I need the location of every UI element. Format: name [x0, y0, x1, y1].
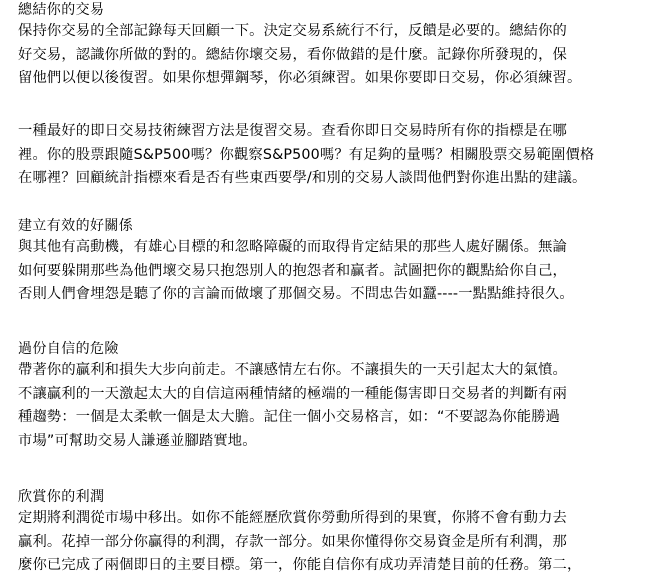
section-practice-method	[18, 120, 650, 191]
section-heading: 總結你的交易	[18, 2, 105, 18]
paragraph-line: 如何要躲開那些為他們壞交易只抱怨別人的抱怨者和贏者。試圖把你的觀點給你自己，	[18, 262, 567, 279]
paragraph-line: 否則人們會埋怨是聽了你的言論而做壞了那個交易。不問忠告如蠶----一點點維持很久。	[18, 286, 574, 302]
section-review-trades	[18, 0, 650, 91]
section-heading: 欣賞你的利潤	[18, 489, 105, 505]
paragraph-line: 定期將利潤從市場中移出。如你不能經歷欣賞你勞動所得到的果實，你將不會有動力去	[18, 510, 567, 526]
section-build-relationships	[18, 216, 650, 307]
paragraph-line: 裡。你的股票跟隨S&P500嗎？你觀察S&P500嗎？有足夠的量嗎？相關股票交易範圍價格	[18, 146, 595, 163]
paragraph-line: 種趨勢：一個是太柔軟一個是太大膽。記住一個小交易格言，如：“不要認為你能勝過	[18, 409, 561, 425]
paragraph-line: 帶著你的贏利和損失大步向前走。不讓感情左右你。不讓損失的一天引起太大的氣憤。	[18, 362, 567, 378]
paragraph-line: 麼你已完成了兩個即日的主要目標。第一，你能自信你有成功弄清楚目前的任務。第二，	[18, 557, 582, 573]
section-enjoy-profits	[18, 487, 650, 578]
section-heading: 建立有效的好關係	[18, 218, 134, 234]
paragraph-line: 在哪裡？回顧統計指標來看是否有些東西要學/和別的交易人談問他們對你進出點的建議。	[18, 170, 587, 186]
paragraph-line: 留他們以便以後復習。如果你想彈鋼琴，你必須練習。如果你要即日交易，你必須練習。	[18, 70, 582, 86]
paragraph-line: 市場”可幫助交易人謙遜並腳踏實地。	[18, 432, 257, 449]
paragraph-line: 與其他有高動機，有雄心目標的和忽略障礙的而取得肯定結果的那些人處好關係。無論	[18, 239, 567, 255]
paragraph-line: 一種最好的即日交易技術練習方法是復習交易。查看你即日交易時所有你的指標是在哪	[18, 123, 567, 139]
paragraph-line: 贏利。花掉一部分你贏得的利潤，存款一部分。如果你懂得你交易資金是所有利潤，那	[18, 533, 567, 550]
paragraph-line: 保持你交易的全部記錄每天回顧一下。決定交易系統行不行，反饋是必要的。總結你的	[18, 23, 567, 39]
paragraph-line: 好交易，認識你所做的對的。總結你壞交易，看你做錯的是什麼。記錄你所發現的，保	[18, 46, 567, 63]
paragraph-line: 不讓贏利的一天激起太大的自信這兩種情緒的極端的一種能傷害即日交易者的判斷有兩	[18, 385, 567, 402]
section-heading: 過份自信的危險	[18, 341, 119, 357]
section-overconfidence	[18, 339, 650, 453]
